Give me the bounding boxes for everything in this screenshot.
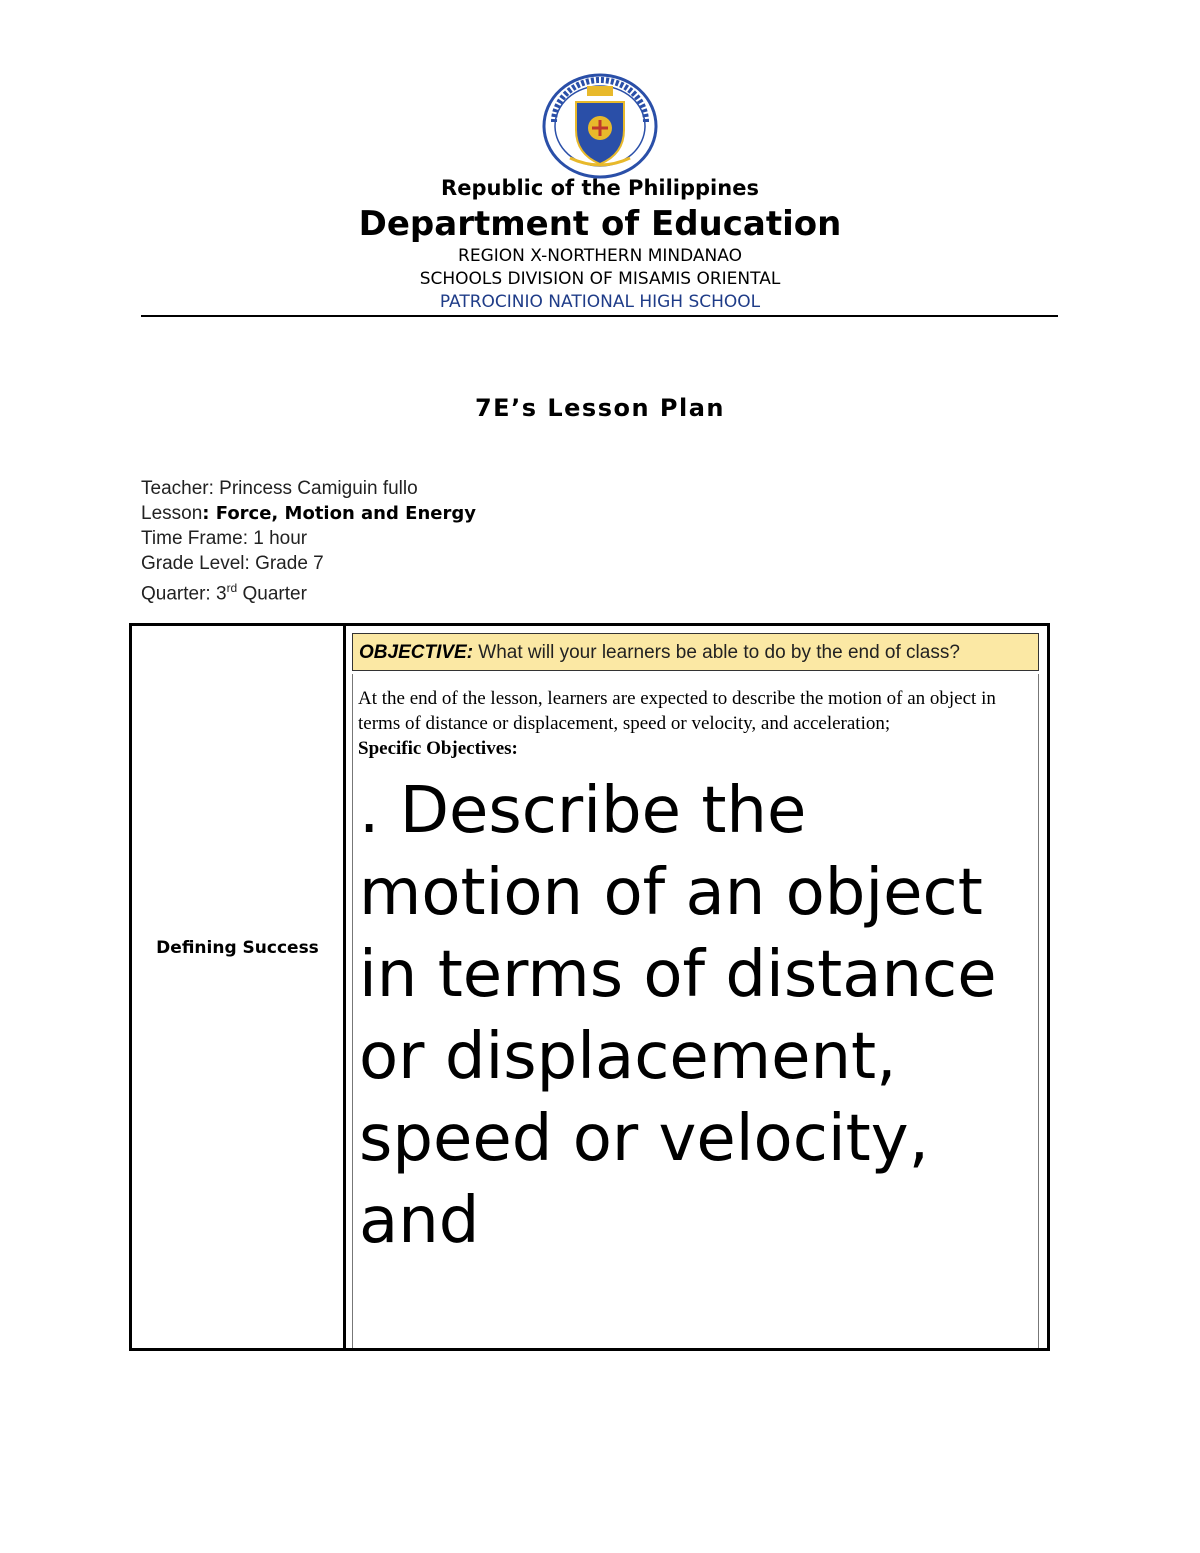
quarter-row	[141, 576, 476, 606]
objective-content-box	[352, 674, 1039, 1348]
objective-label: OBJECTIVE:	[359, 642, 474, 663]
lesson-details	[141, 476, 476, 606]
grade-level-label: Grade Level:	[141, 553, 256, 574]
objective-prompt-bar	[352, 633, 1039, 671]
section-label: Defining Success	[156, 938, 319, 958]
time-frame-label: Time Frame:	[141, 528, 254, 549]
objective-text: At the end of the lesson, learners are expected to describe the motion of an object in terms of distance or displacement, speed or velocity, and acceleration;	[358, 688, 996, 734]
objective-prompt: What will your learners be able to do by the end of class?	[473, 642, 960, 663]
grade-level-row	[141, 551, 476, 576]
division-line: SCHOOLS DIVISION OF MISAMIS ORIENTAL	[419, 269, 781, 289]
lesson-label: Lesson	[141, 503, 203, 524]
section-label-cell	[132, 626, 346, 1348]
lesson-plan-table	[129, 623, 1050, 1351]
header-divider	[141, 315, 1058, 317]
quarter-number: 3	[215, 583, 227, 605]
teacher-value: Princess Camiguin fullo	[219, 478, 418, 499]
school-name: PATROCINIO NATIONAL HIGH SCHOOL	[439, 292, 761, 312]
grade-level-value: Grade 7	[255, 553, 324, 574]
specific-objectives-heading: Specific Objectives:	[358, 738, 518, 759]
teacher-row	[141, 476, 476, 501]
objective-cell	[346, 626, 1047, 1348]
quarter-label: Quarter:	[141, 583, 216, 605]
republic-heading: Republic of the Philippines	[441, 176, 759, 200]
time-frame-value: 1 hour	[253, 528, 308, 549]
teacher-label: Teacher:	[141, 478, 220, 499]
region-line: REGION X-NORTHERN MINDANAO	[458, 246, 742, 266]
department-heading: Department of Education	[358, 204, 842, 244]
document-title: 7E’s Lesson Plan	[474, 394, 726, 422]
time-frame-row	[141, 526, 476, 551]
specific-objective-item: . Describe the motion of an object in terms of distance or displacement, speed or velocity, and	[359, 774, 997, 1258]
lesson-value: : Force, Motion and Energy	[202, 503, 476, 524]
quarter-ordinal-suffix: rd	[226, 581, 238, 595]
lesson-row	[141, 501, 476, 526]
quarter-word: Quarter	[237, 583, 307, 605]
deped-seal-logo	[540, 72, 660, 180]
